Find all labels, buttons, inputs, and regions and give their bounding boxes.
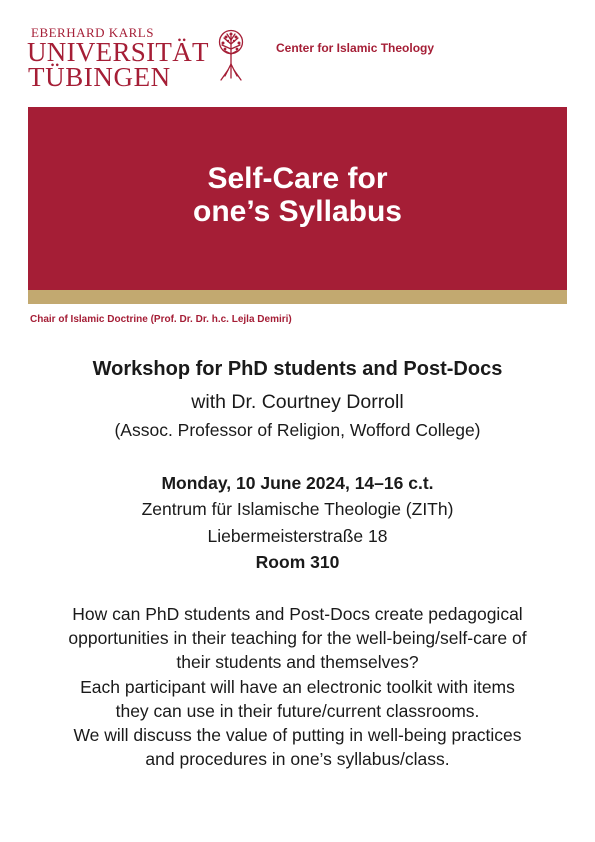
description — [0, 602, 595, 771]
description-line: Each participant will have an electronic toolkit with items — [80, 676, 515, 697]
banner-title — [28, 162, 567, 228]
title-banner — [28, 107, 567, 290]
event-venue: Zentrum für Islamische Theologie (ZITh) — [141, 499, 454, 519]
event-date-time: Monday, 10 June 2024, 14–16 c.t. — [161, 473, 434, 493]
workshop-title: Workshop for PhD students and Post-Docs — [92, 358, 503, 380]
description-line: opportunities in their teaching for the well-being/self-care of — [68, 628, 527, 649]
description-line: their students and themselves? — [176, 652, 419, 673]
logo-line-universitaet: UNIVERSITÄT — [27, 37, 209, 67]
tree-icon — [216, 28, 246, 84]
center-name: Center for Islamic Theology — [276, 41, 435, 55]
description-line: and procedures in one’s syllabus/class. — [145, 749, 450, 770]
logo-line-tuebingen: TÜBINGEN — [28, 62, 171, 92]
gold-divider-bar — [28, 290, 567, 304]
event-room: Room 310 — [255, 552, 340, 572]
chair-credit: Chair of Islamic Doctrine (Prof. Dr. Dr. h.c. Lejla Demiri) — [30, 314, 292, 325]
speaker-line: with Dr. Courtney Dorroll — [191, 391, 404, 413]
description-line: they can use in their future/current classrooms. — [115, 700, 480, 721]
speaker-affiliation: (Assoc. Professor of Religion, Wofford College) — [114, 420, 481, 440]
banner-title-line-1: Self-Care for — [207, 162, 388, 195]
event-address: Liebermeisterstraße 18 — [207, 526, 388, 546]
logo-line-eberhard-karls: EBERHARD KARLS — [31, 25, 154, 40]
description-line: We will discuss the value of putting in well-being practices — [73, 725, 522, 746]
university-logo-text — [27, 25, 209, 92]
description-line: How can PhD students and Post-Docs create pedagogical — [72, 604, 523, 624]
banner-title-line-2: one’s Syllabus — [193, 195, 402, 228]
